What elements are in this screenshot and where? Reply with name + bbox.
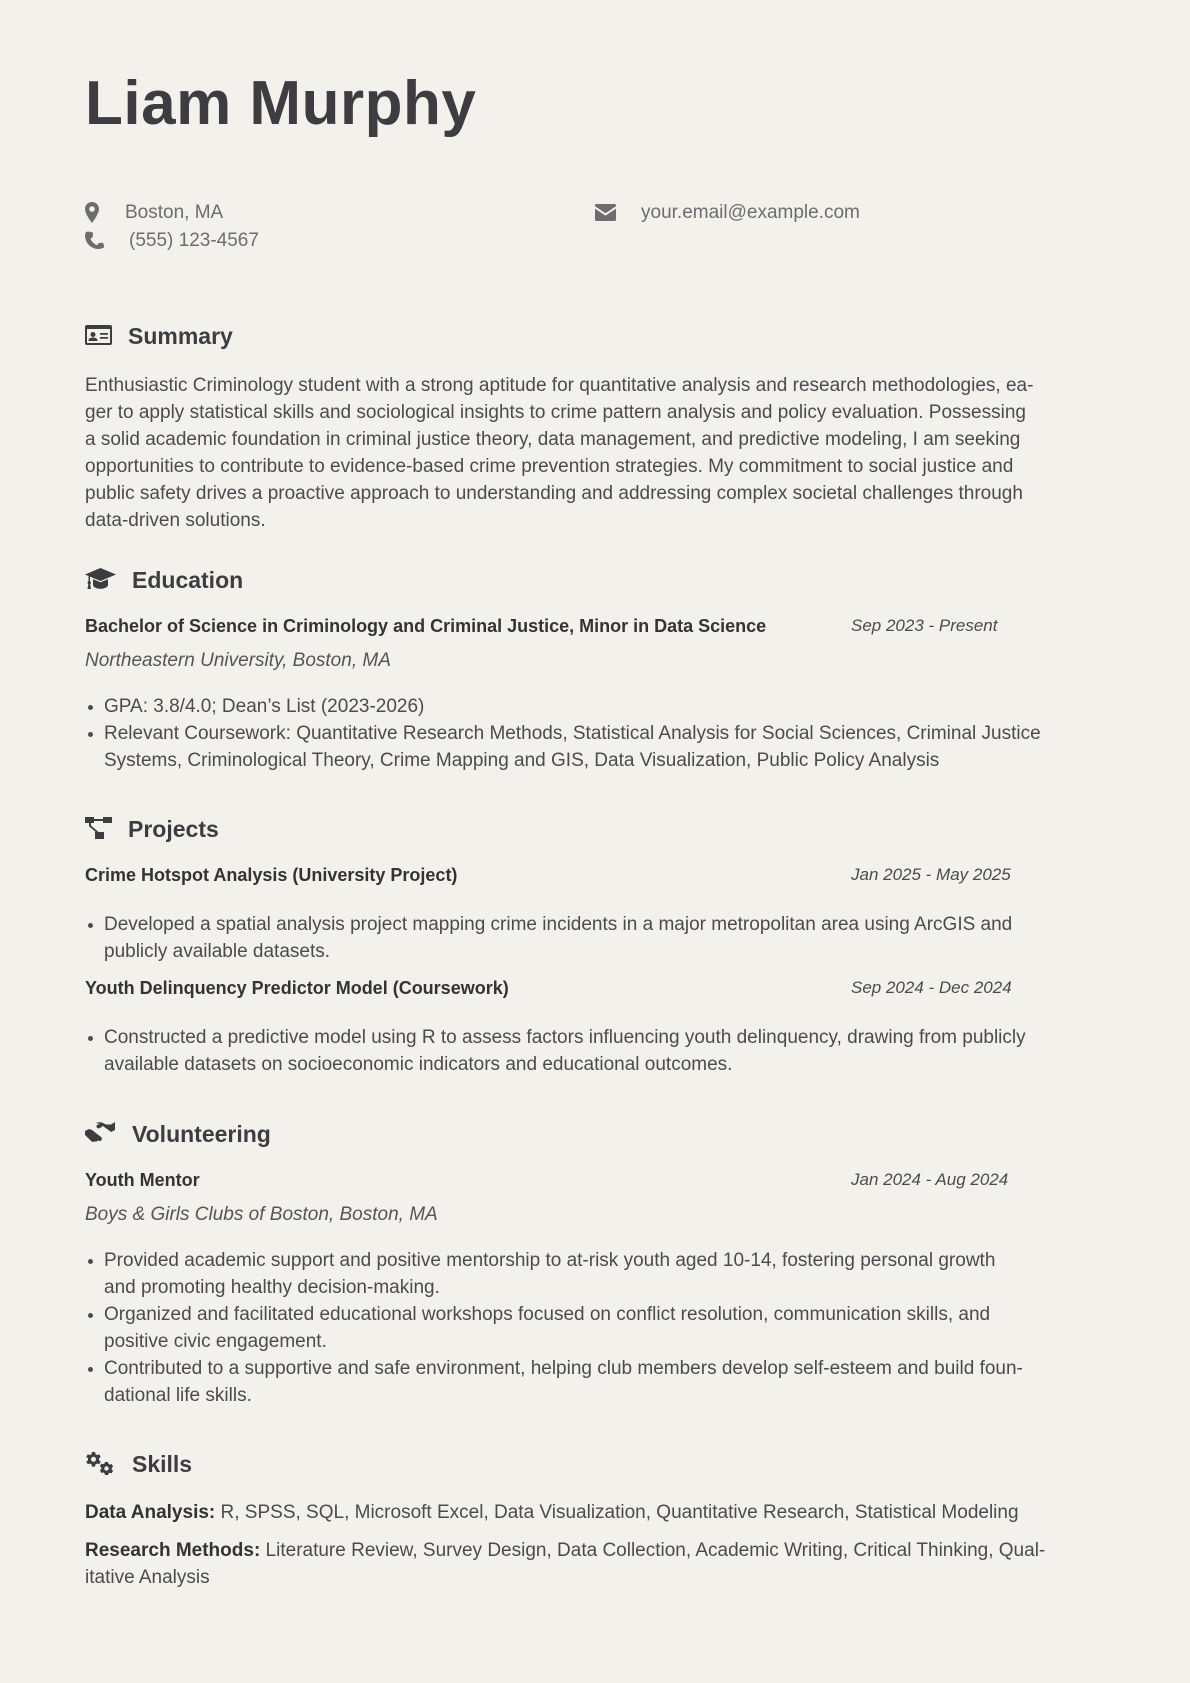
skill-line [85,1499,1107,1526]
skill-line: itative Analysis [85,1567,210,1588]
summary-paragraph [85,372,1107,534]
map-marker-icon [85,202,101,224]
project-date: Sep 2024 - Dec 2024 [851,978,1012,997]
skill-values: Literature Review, Survey Design, Data Collection, Academic Writing, Critical Thinking, Qual- [260,1540,1046,1561]
list-item: Constructed a predictive model using R to assess factors influencing youth delinquency, drawing from publicly available datasets on socioeconomic indicators and educational outcomes. [85,1024,1107,1078]
volunteering-section [85,1119,1107,1409]
education-bullets [85,693,1107,774]
email-text[interactable]: your.email@example.com [641,202,860,223]
project-date: Jan 2025 - May 2025 [851,865,1011,884]
project-bullets [85,911,1107,965]
summary-section [85,321,1107,534]
id-card-icon [85,325,113,347]
list-item: Contributed to a supportive and safe environment, helping club members develop self-esteem and build foun- dational life skills. [85,1355,1107,1409]
list-item: Relevant Coursework: Quantitative Research Methods, Statistical Analysis for Social Sciences, Criminal Justice Systems, Criminological Theory, Crime Mapping and GIS, Data Visualization, Public Policy Analysis [85,720,1107,774]
skills-title: Skills [132,1450,193,1477]
skill-label: Research Methods: [85,1540,261,1561]
list-item: Provided academic support and positive mentorship to at-risk youth aged 10-14, fostering personal growth and promoting healthy decision-making. [85,1247,1107,1301]
contact-phone [85,228,259,254]
contact-location [85,200,223,226]
projects-section [85,814,1107,1078]
skill-group [85,1499,1107,1526]
project-diagram-icon [85,817,113,841]
role-title: Youth Mentor [85,1170,200,1190]
skills-section [85,1449,1107,1591]
volunteering-entry [85,1170,1107,1409]
degree-title: Bachelor of Science in Criminology and Criminal Justice, Minor in Data Science [85,616,767,636]
skill-values: R, SPSS, SQL, Microsoft Excel, Data Visualization, Quantitative Research, Statistical Modeling [215,1502,1019,1523]
volunteering-entry-header [85,1170,1107,1196]
phone-text: (555) 123-4567 [129,230,259,251]
project-name: Crime Hotspot Analysis (University Project) [85,865,458,885]
education-entry-header [85,616,1107,642]
volunteering-title: Volunteering [132,1120,271,1147]
skill-line [85,1537,1107,1564]
summary-line: public safety drives a proactive approach to understanding and addressing complex societal challenges through [85,483,1023,504]
project-entry-header [85,865,1107,891]
project-bullets [85,1024,1107,1078]
summary-line: Enthusiastic Criminology student with a strong aptitude for quantitative analysis and research methodologies, ea- [85,375,1034,396]
skill-label: Data Analysis: [85,1502,216,1523]
institution: Northeastern University, Boston, MA [85,650,391,671]
handshake-icon [85,1122,116,1146]
list-item: GPA: 3.8/4.0; Dean’s List (2023-2026) [85,693,1107,720]
list-item: Organized and facilitated educational workshops focused on conflict resolution, communication skills, and positive civic engagement. [85,1301,1107,1355]
volunteering-header [85,1119,1107,1149]
location-text: Boston, MA [125,202,224,223]
project-name: Youth Delinquency Predictor Model (Coursework) [85,978,509,998]
education-entry [85,616,1107,774]
graduation-cap-icon [85,568,116,592]
education-date: Sep 2023 - Present [851,616,998,635]
summary-line: opportunities to contribute to evidence-based crime prevention strategies. My commitment to social justice and [85,456,1014,477]
contact-email [595,200,860,226]
volunteering-bullets [85,1247,1107,1409]
volunteering-date: Jan 2024 - Aug 2024 [851,1170,1009,1189]
list-item: Developed a spatial analysis project mapping crime incidents in a major metropolitan area using ArcGIS and publicly available datasets. [85,911,1107,965]
summary-line: a solid academic foundation in criminal justice theory, data management, and predictive modeling, I am seeking [85,429,1021,450]
summary-line: ger to apply statistical skills and sociological insights to crime pattern analysis and policy evaluation. Possessing [85,402,1026,423]
projects-title: Projects [128,815,219,842]
education-title: Education [132,566,244,593]
education-header [85,565,1107,595]
project-entry [85,978,1107,1078]
phone-icon [85,230,107,252]
summary-title: Summary [128,322,233,349]
project-entry [85,865,1107,965]
projects-header [85,814,1107,844]
skill-group [85,1537,1107,1591]
summary-header [85,321,1107,351]
organization: Boys & Girls Clubs of Boston, Boston, MA [85,1204,438,1225]
envelope-icon [595,202,617,224]
candidate-name: Liam Murphy [85,69,477,138]
project-entry-header [85,978,1107,1004]
skills-header [85,1449,1107,1479]
education-section [85,565,1107,774]
summary-line: data-driven solutions. [85,510,266,531]
gears-icon [85,1452,116,1476]
